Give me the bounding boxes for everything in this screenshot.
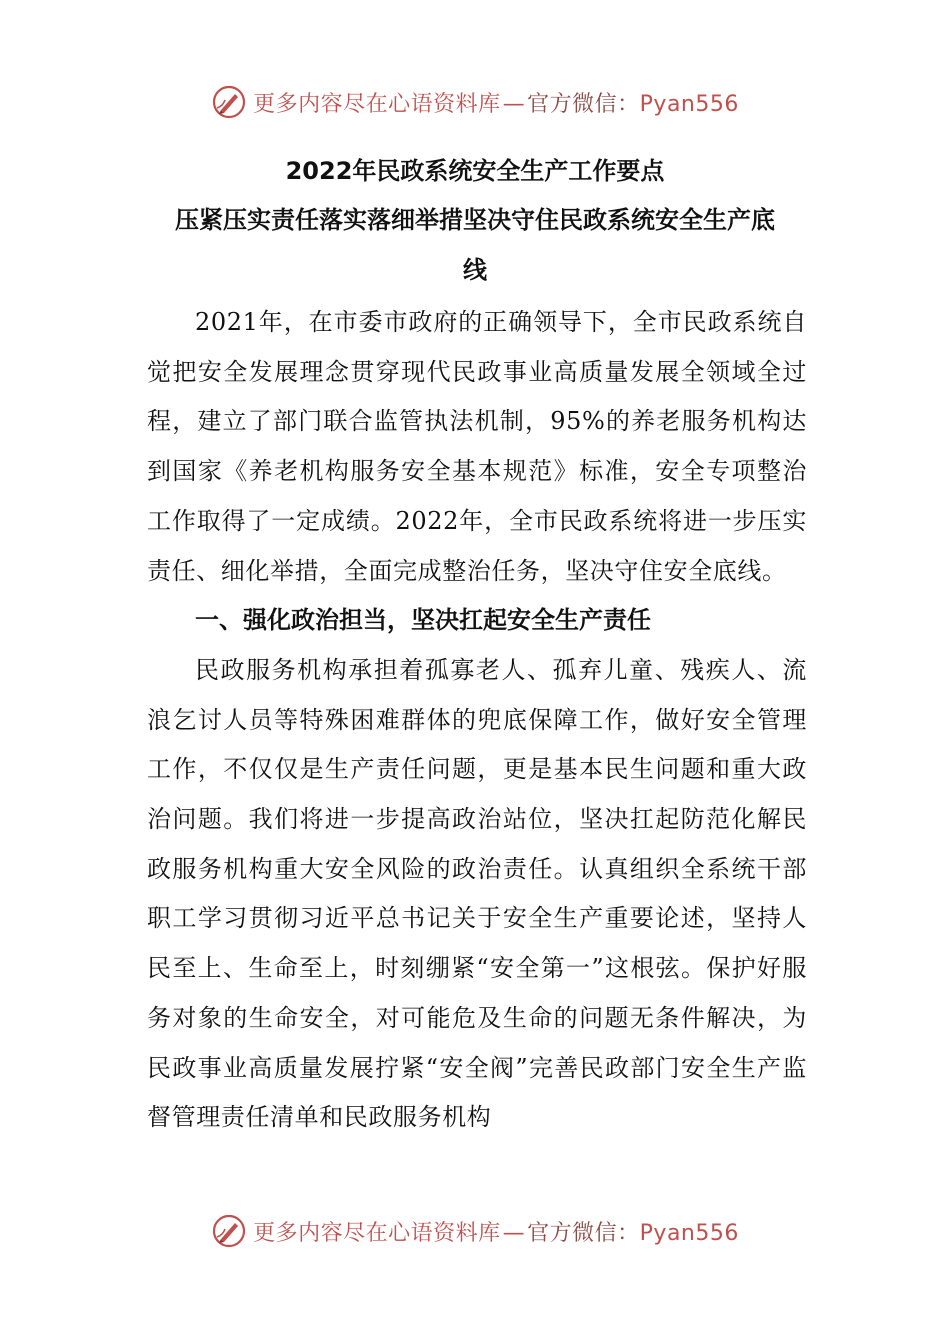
header-watermark-banner — [0, 80, 950, 124]
document-body — [147, 298, 807, 1143]
watermark-wechat-label: 官方微信： — [527, 91, 640, 117]
pen-logo-icon — [211, 1213, 247, 1249]
watermark-separator: — — [502, 1220, 526, 1246]
document-subtitle-line2: 线 — [463, 256, 487, 284]
watermark-text — [253, 1216, 739, 1247]
document-title: 2022年民政系统安全生产工作要点 — [285, 157, 665, 185]
watermark-wechat-label: 官方微信： — [527, 1220, 640, 1246]
section-1-paragraph: 民政服务机构承担着孤寡老人、孤弃儿童、残疾人、流浪乞讨人员等特殊困难群体的兜底保障工作，做好安全管理工作，不仅仅是生产责任问题，更是基本民生问题和重大政治问题。我们将进一步提高政治站位，坚决扛起防范化解民政服务机构重大安全风险的政治责任。认真组织全系统干部职工学习贯彻习近平总书记关于安全生产重要论述，坚持人民至上、生命至上，时刻绷紧“安全第一”这根弦。保护好服务对象的生命安全，对可能危及生命的问题无条件解决，为民政事业高质量发展拧紧“安全阀”完善民政部门安全生产监督管理责任清单和民政服务机构 — [147, 655, 807, 1132]
watermark-slogan: 更多内容尽在心语资料库 — [253, 91, 501, 117]
watermark-wechat-id: Pyan556 — [639, 91, 739, 117]
watermark-text — [253, 87, 739, 118]
document-subtitle-line1: 压紧压实责任落实落细举措坚决守住民政系统安全生产底 — [175, 206, 775, 234]
watermark-wechat-id: Pyan556 — [639, 1220, 739, 1246]
watermark-separator: — — [502, 91, 526, 117]
footer-watermark-banner — [0, 1209, 950, 1253]
pen-logo-icon — [211, 84, 247, 120]
section-heading-1: 一、强化政治担当，坚决扛起安全生产责任 — [195, 606, 651, 635]
watermark-slogan: 更多内容尽在心语资料库 — [253, 1220, 501, 1246]
intro-paragraph: 2021年，在市委市政府的正确领导下，全市民政系统自觉把安全发展理念贯穿现代民政事业高质量发展全领域全过程，建立了部门联合监管执法机制，95%的养老服务机构达到国家《养老机构服务安全基本规范》标准，安全专项整治工作取得了一定成绩。2022年，全市民政系统将进一步压实责任、细化举措，全面完成整治任务，坚决守住安全底线。 — [147, 308, 807, 585]
